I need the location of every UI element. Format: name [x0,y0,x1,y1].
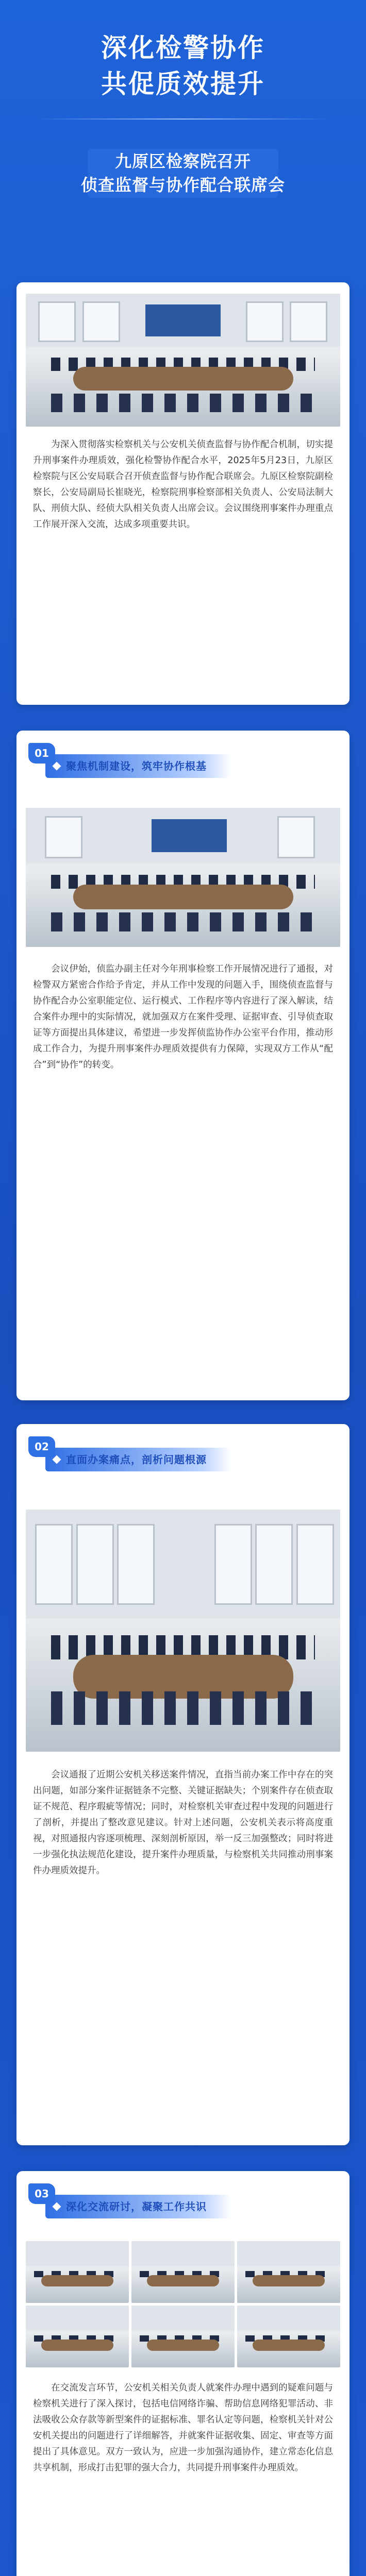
intro-paragraph: 为深入贯彻落实检察机关与公安机关侦查监督与协作配合机制，切实提升刑事案件办理质效，强化检警协作配合水平，2025年5月23日，九原区检察院与区公安局联合召开侦查监督与协作配合联席会。九原区检察院副检察长，公安局副局长崔晓光，检察院刑事检察部相关负责人、公安局法制大队、刑侦大队、经侦大队相关负责人出席会议。会议围绕刑事案件办理重点工作展开深入交流，达成多项重要共识。 [33,439,333,530]
section-paragraph: 会议通报了近期公安机关移送案件情况，直指当前办案工作中存在的突出问题，如部分案件证据链条不完整、关键证据缺失；个别案件存在侦查取证不规范、程序瑕疵等情况；同时，对检察机关审查过程中发现的问题进行了剖析，并提出了整改意见建议。针对上述问题，公安机关表示将高度重视，对照通报内容逐项梳理、深刻剖析原因，举一反三加强整改；同时将进一步强化执法规范化建设，提升案件办理质量，与检察机关共同推动刑事案件办理质效提升。 [33,1770,333,1876]
section-number-badge: 03 [28,2183,55,2204]
meeting-photo [26,294,340,427]
section-paragraph: 会议伊始，侦监办副主任对今年刑事检察工作开展情况进行了通报，对检警双方紧密合作给予肯定，并从工作中发现的问题入手，围绕侦查监督与协作配合办公室职能定位、运行模式、工作程序等内容进行了深入解读，结合案件办理中的实际情况，就加强双方在案件受理、证据审查、引导侦查取证等方面提出具体建议，希望进一步发挥侦监协作办公室平台作用，推动形成工作合力，为提升刑事案件办理质效提供有力保障，实现双方工作从“配合”到“协作”的转变。 [33,964,333,1070]
meeting-thumbnail [26,2241,129,2303]
meeting-photo [26,808,340,947]
page-title: 深化检警协作 共促质效提升 [101,33,265,99]
meeting-photo [26,1510,340,1752]
header [0,0,366,278]
meeting-thumbnail [131,2241,235,2303]
section-paragraph: 在交流发言环节，公安机关相关负责人就案件办理中遇到的疑难问题与检察机关进行了深入探讨，包括电信网络诈骗、帮助信息网络犯罪活动、非法吸收公众存款等新型案件的证据标准、罪名认定等问题，检察机关针对公安机关提出的问题进行了详细解答，并就案件证据收集、固定、审查等方面提出了具体意见。双方一致认为，应进一步加强沟通协作，建立常态化信息共享机制，形成打击犯罪的强大合力，共同提升刑事案件办理质效。 [33,2383,333,2473]
meeting-thumbnail [237,2241,340,2303]
section-number-badge: 01 [28,743,55,764]
meeting-thumbnail [131,2306,235,2367]
section-title: 深化交流研讨，凝聚工作共识 [66,2200,207,2213]
section-title: 直面办案痛点，剖析问题根源 [66,1453,207,1466]
header-divider [36,118,330,120]
section-number-badge: 02 [28,1436,55,1457]
section-03-card [16,2171,350,2576]
meeting-thumbnail [26,2306,129,2367]
page-subtitle: 九原区检察院召开 侦查监督与协作配合联席会 [80,151,285,195]
meeting-thumbnail [237,2306,340,2367]
section-title: 聚焦机制建设，筑牢协作根基 [66,760,207,772]
